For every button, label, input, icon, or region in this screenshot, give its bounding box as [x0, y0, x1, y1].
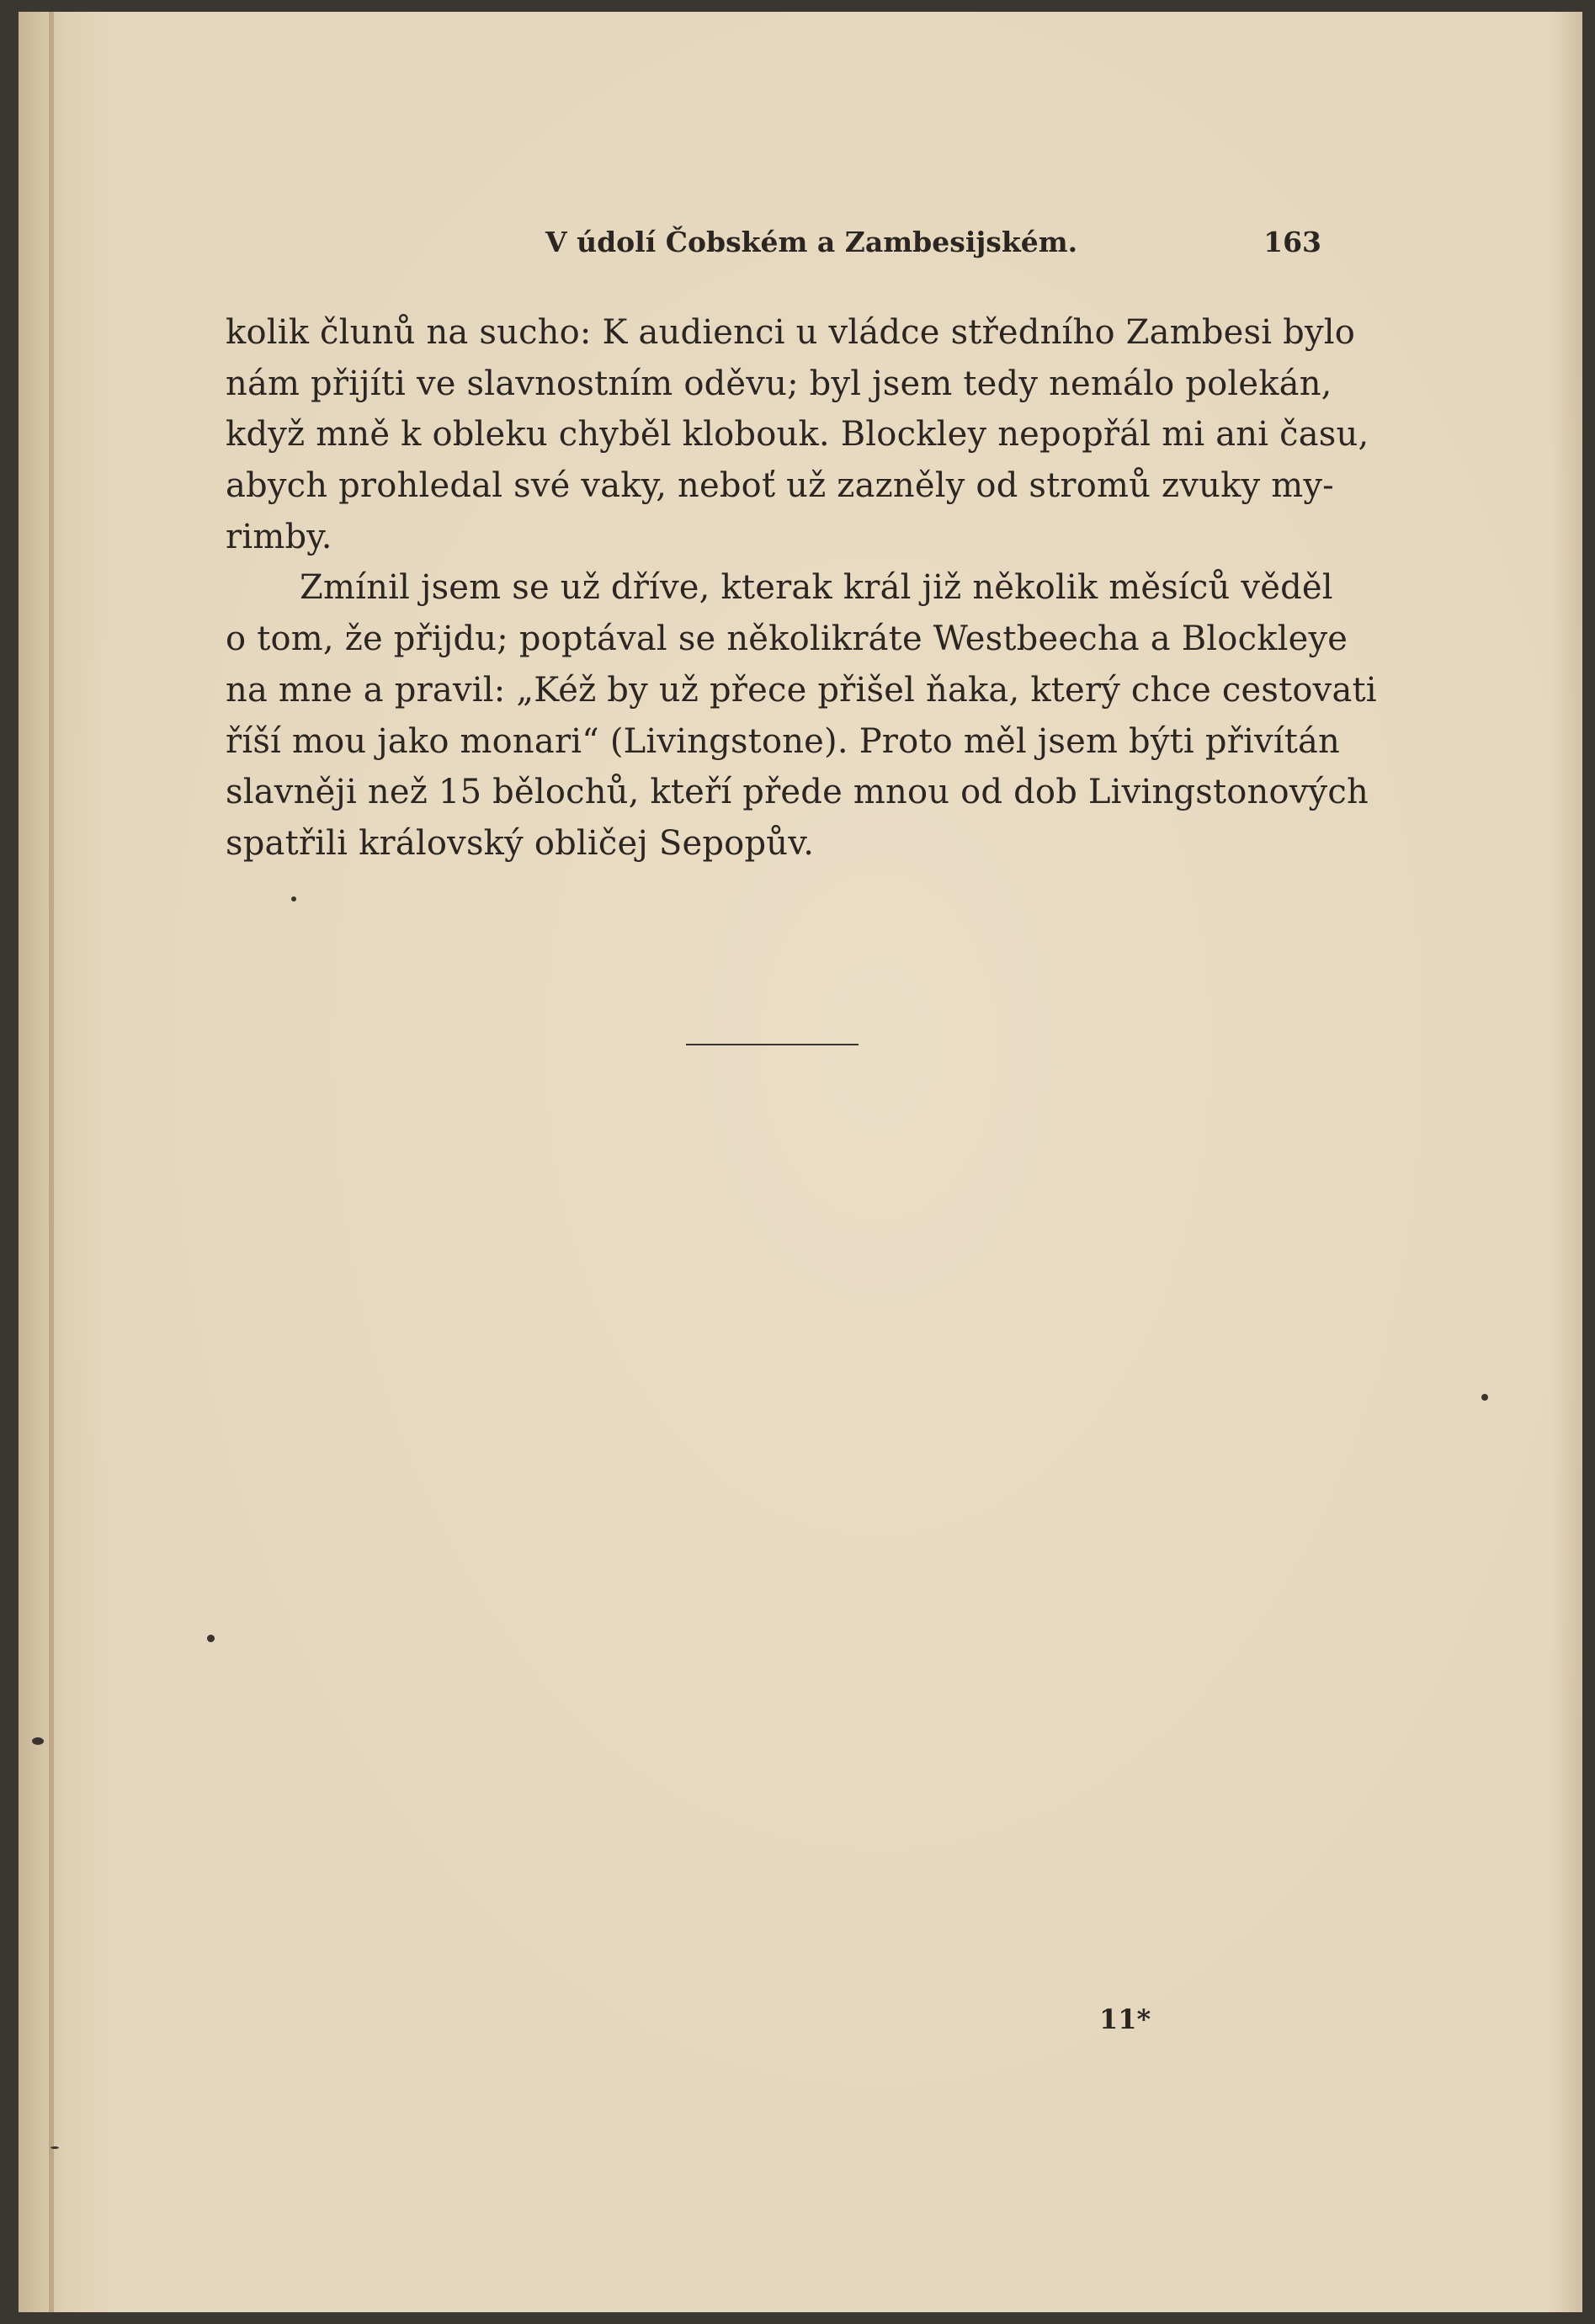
text-line: kolik člunů na sucho: K audienci u vládce středního Zambesi bylo [226, 313, 1356, 352]
page-gutter-shadow [49, 12, 54, 2312]
text-line: spatřili královský obličej Sepopův. [226, 823, 815, 863]
text-line: o tom, že přijdu; poptával se několikráte Westbeecha a Blockleye [226, 620, 1348, 659]
running-title: V údolí Čobském a Zambesijském. [545, 226, 1078, 258]
paragraph-first-line: Zmínil jsem se už dříve, kterak král již několik měsíců věděl [300, 568, 1333, 608]
signature-mark: 11* [1099, 2003, 1151, 2035]
ink-speck [207, 1635, 215, 1642]
ink-speck [291, 896, 296, 901]
text-line: rimby. [226, 517, 332, 556]
text-line: říší mou jako monari“ (Livingstone). Proto měl jsem býti přivítán [226, 721, 1341, 761]
text-line: nám přijíti ve slavnostním oděvu; byl jsem tedy nemálo polekán, [226, 364, 1332, 403]
ink-speck [1481, 1394, 1488, 1401]
running-header [226, 226, 1321, 263]
text-line: slavněji než 15 bělochů, kteří přede mnou od dob Livingstonových [226, 773, 1369, 812]
text-line: na mne a pravil: „Kéž by už přece přišel ňaka, který chce cestovati [226, 670, 1377, 710]
ink-speck [32, 1737, 44, 1745]
ink-speck [51, 2146, 59, 2149]
text-line: abych prohledal své vaky, neboť už zazněly od stromů zvuky my- [226, 466, 1334, 506]
text-line: když mně k obleku chyběl klobouk. Blockley nepopřál mi ani času, [226, 415, 1369, 455]
page-number: 163 [1263, 226, 1321, 258]
section-end-rule [686, 1044, 859, 1045]
body-text [226, 307, 1377, 870]
